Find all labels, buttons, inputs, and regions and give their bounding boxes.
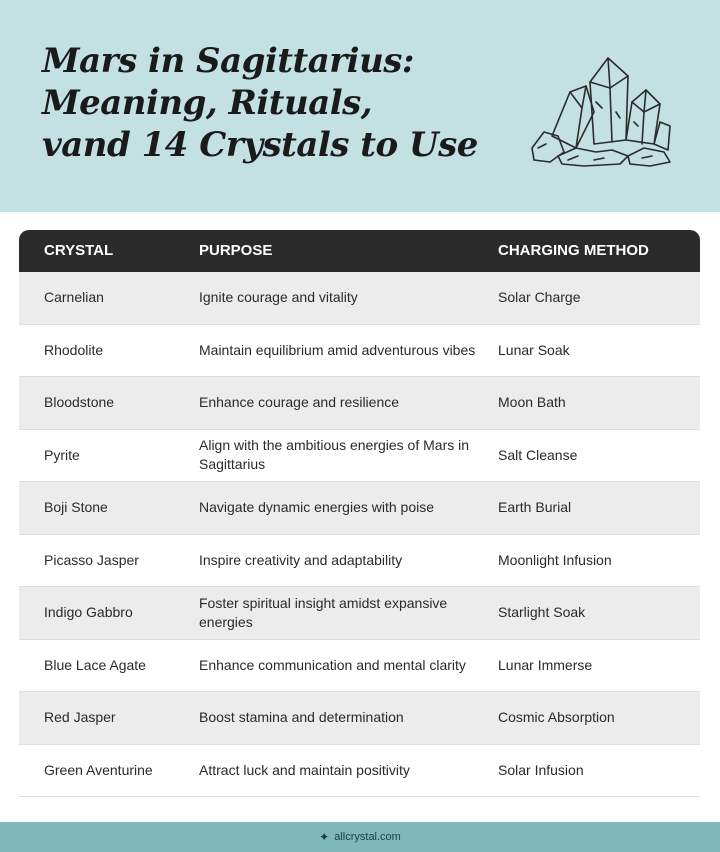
crystal-cell: Boji Stone (44, 499, 108, 516)
crystal-cell: Picasso Jasper (44, 551, 139, 568)
footer-brand-link[interactable]: allcrystal.com (334, 831, 401, 843)
purpose-cell: Boost stamina and determination (199, 709, 404, 726)
purpose-cell: Enhance courage and resilience (199, 394, 400, 411)
table-row (19, 535, 700, 588)
crystal-cell: Carnelian (44, 289, 104, 306)
crystal-cell: Blue Lace Agate (44, 656, 146, 673)
crystal-cell: Rhodolite (44, 341, 104, 358)
column-header-purpose: PURPOSE (199, 242, 273, 259)
table-row (19, 587, 700, 640)
method-cell: Solar Charge (498, 289, 581, 306)
method-cell: Salt Cleanse (498, 446, 578, 463)
footer-bar (0, 822, 720, 852)
crystal-cell: Bloodstone (44, 394, 115, 411)
purpose-cell: Maintain equilibrium amid adventurous vibes (199, 341, 476, 358)
table-row (19, 640, 700, 693)
table-header (19, 230, 700, 272)
purpose-cell: Navigate dynamic energies with poise (199, 499, 435, 516)
crystal-cell: Indigo Gabbro (44, 604, 133, 621)
crystal-cell: Red Jasper (44, 709, 116, 726)
page-title (42, 40, 478, 166)
purpose-cell: Foster spiritual insight amidst expansive energies (199, 594, 448, 630)
table-row (19, 325, 700, 378)
purpose-cell: Attract luck and maintain positivity (199, 761, 410, 778)
method-cell: Moonlight Infusion (498, 551, 612, 568)
title-line-1: Mars in Sagittarius: (42, 41, 414, 81)
method-cell: Starlight Soak (498, 604, 586, 621)
table-row (19, 482, 700, 535)
crystal-table (19, 230, 700, 797)
column-header-charging-method: CHARGING METHOD (498, 242, 649, 259)
method-cell: Earth Burial (498, 499, 572, 516)
purpose-cell: Enhance communication and mental clarity (199, 656, 466, 673)
table-row (19, 272, 700, 325)
purpose-cell: Inspire creativity and adaptability (199, 551, 403, 568)
method-cell: Solar Infusion (498, 761, 584, 778)
method-cell: Lunar Soak (498, 341, 570, 358)
header-banner (0, 0, 720, 212)
crystal-cluster-icon (524, 52, 674, 168)
method-cell: Lunar Immerse (498, 656, 593, 673)
column-header-crystal: CRYSTAL (44, 242, 114, 259)
sparkle-icon: ✦ (319, 830, 330, 844)
title-line-3: vand 14 Crystals to Use (42, 125, 478, 165)
crystal-cell: Pyrite (44, 446, 80, 463)
purpose-cell: Ignite courage and vitality (199, 289, 358, 306)
crystal-cell: Green Aventurine (44, 761, 153, 778)
method-cell: Moon Bath (498, 394, 566, 411)
table-row (19, 745, 700, 798)
method-cell: Cosmic Absorption (498, 709, 615, 726)
table-row (19, 692, 700, 745)
table-row (19, 377, 700, 430)
title-line-2: Meaning, Rituals, (42, 83, 373, 123)
table-row (19, 430, 700, 483)
purpose-cell: Align with the ambitious energies of Mars in Sagittarius (199, 437, 470, 473)
